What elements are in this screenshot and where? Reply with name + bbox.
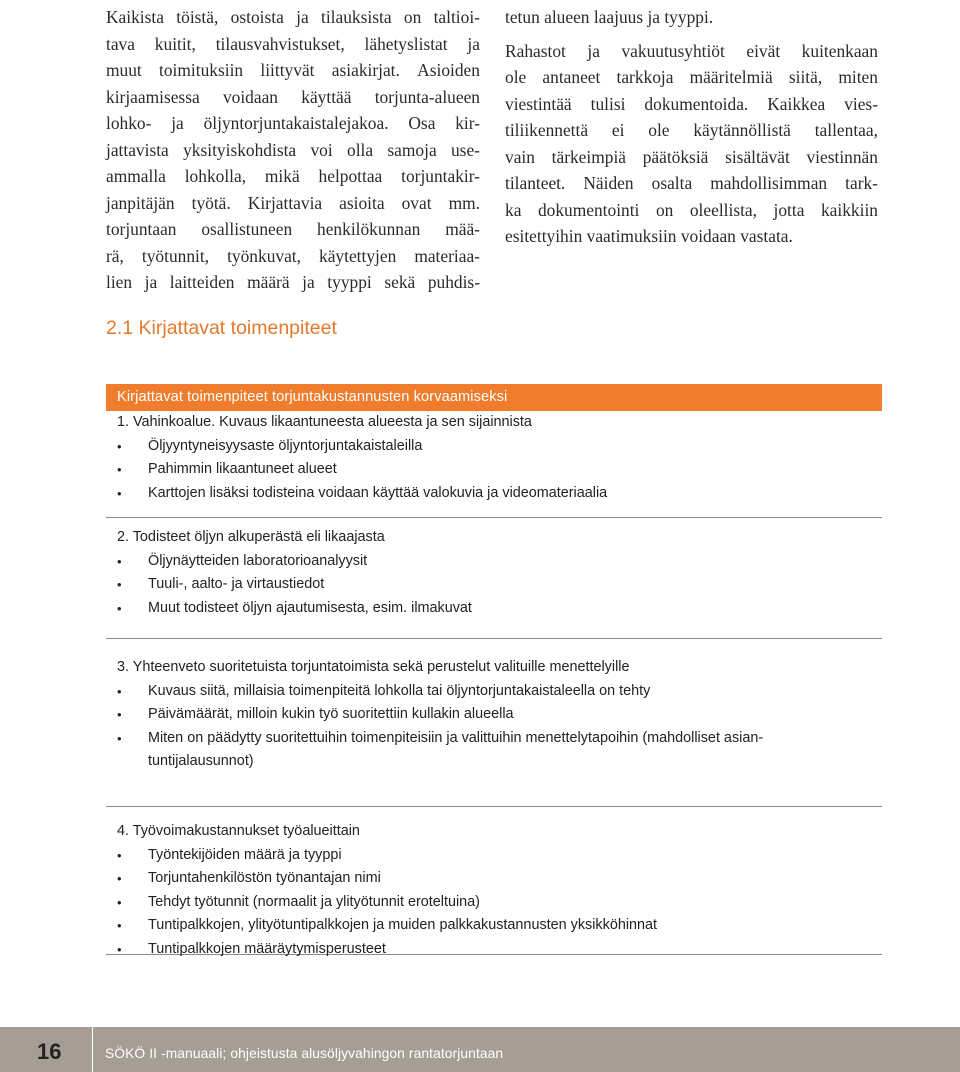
body-line: ole antaneet tarkkoja määritelmiä siitä, miten [505,67,878,87]
page-number: 16 [37,1039,62,1064]
box-section-3 [106,639,882,807]
body-line: lien ja laitteiden määrä ja tyyppi sekä puhdis- [106,272,480,292]
list-item: • Pahimmin likaantuneet alueet [117,458,882,482]
section-title: 4. Työvoimakustannukset työalueittain [117,823,360,839]
measures-box [106,384,882,955]
body-line: vain tärkeimpiä päätöksiä sisältävät viestinnän [505,146,878,167]
list-item: • Öljyyntyneisyysaste öljyntorjuntakaistaleilla [117,435,882,459]
list-item: • Kuvaus siitä, millaisia toimenpiteitä lohkolla tai öljyntorjuntakaistaleella on tehty [117,680,882,704]
box-section-1 [106,411,882,518]
list-item: • Tuntipalkkojen määräytymisperusteet [117,938,882,962]
bullet-list [117,435,882,506]
body-line: tilanteet. Näiden osalta mahdollisimman tark- [505,173,878,193]
body-line: tava kuitit, tilausvahvistukset, lähetyslistat ja [106,33,480,54]
body-line: ammalla lohkolla, mikä helpottaa torjuntakir- [106,166,480,186]
list-item: • Työntekijöiden määrä ja tyyppi [117,844,882,868]
body-line: ka dokumentointi on oleellista, jotta kaikkiin [505,199,878,220]
footer-divider [92,1027,93,1072]
list-item: • Öljynäytteiden laboratorioanalyysit [117,550,882,574]
list-item: • Karttojen lisäksi todisteina voidaan käyttää valokuvia ja videomateriaalia [117,482,882,506]
body-text-right-column [505,4,878,250]
body-line: tetun alueen laajuus ja tyyppi. [505,7,714,27]
body-line: jattavista yksityiskohdista voi olla samoja use- [106,139,480,160]
bullet-list [117,550,882,621]
body-line: rä, työtunnit, työnkuvat, käytettyjen materiaa- [106,245,480,266]
list-item: • Tehdyt työtunnit (normaalit ja ylityötunnit eroteltuina) [117,891,882,915]
paragraph-gap [505,31,878,38]
section-title: 3. Yhteenveto suoritetuista torjuntatoimista sekä perustelut valituille menettelyille [117,659,630,675]
body-line: esitettyihin vaatimuksiin voidaan vastata. [505,226,793,246]
section-title: 1. Vahinkoalue. Kuvaus likaantuneesta alueesta ja sen sijainnista [117,414,532,430]
body-line: viestintää tulisi dokumentoida. Kaikkea vies- [505,93,878,114]
footer-title: SÖKÖ II -manuaali; ohjeistusta alusöljyvahingon rantatorjuntaan [105,1046,504,1061]
body-text-left-column [106,4,480,296]
list-item: • Torjuntahenkilöstön työnantajan nimi [117,867,882,891]
box-header: Kirjattavat toimenpiteet torjuntakustannusten korvaamiseksi [106,384,882,411]
body-line: kirjaamisessa voidaan käyttää torjunta-alueen [106,86,480,107]
bullet-list [117,844,882,962]
list-item: • Tuntipalkkojen, ylityötuntipalkkojen ja muiden palkkakustannusten yksikköhinnat [117,914,882,938]
body-line: tiliikennettä ei ole käytännöllistä tallentaa, [505,120,878,140]
body-line: torjuntaan osallistuneen henkilökunnan mää- [106,219,480,239]
list-item: • Muut todisteet öljyn ajautumisesta, esim. ilmakuvat [117,597,882,621]
list-item: • Miten on päädytty suoritettuihin toimenpiteisiin ja valittuihin menettelytapoihin (mahdolliset asian-tuntijalausunnot) [117,727,848,774]
page-footer [0,1027,960,1072]
list-item: • Tuuli-, aalto- ja virtaustiedot [117,573,882,597]
box-section-2 [106,518,882,639]
body-line: lohko- ja öljyntorjuntakaistalejakoa. Osa kir- [106,113,480,133]
box-section-4 [106,807,882,955]
list-item: • Päivämäärät, milloin kukin työ suoritettiin kullakin alueella [117,703,882,727]
section-heading: 2.1 Kirjattavat toimenpiteet [106,317,337,339]
body-line: Kaikista töistä, ostoista ja tilauksista on taltioi- [106,7,480,27]
body-line: Rahastot ja vakuutusyhtiöt eivät kuitenkaan [505,40,878,61]
body-line: muut toimituksiin liittyvät asiakirjat. Asioiden [106,60,480,80]
bullet-list [117,680,882,774]
section-title: 2. Todisteet öljyn alkuperästä eli likaajasta [117,529,385,545]
body-line: janpitäjän työtä. Kirjattavia asioita ovat mm. [106,192,480,213]
